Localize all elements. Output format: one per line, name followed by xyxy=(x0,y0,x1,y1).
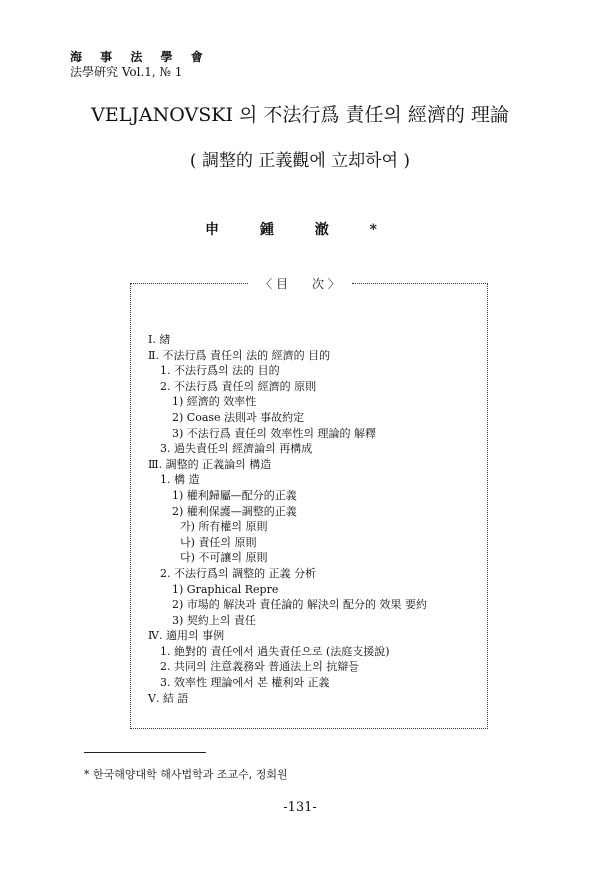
toc-item: 2) 市場的 解決과 責任論的 解決의 配分的 效果 要約 xyxy=(172,598,428,612)
toc-item: 나) 責任의 原則 xyxy=(180,535,257,549)
toc-item: 2) 權利保護—調整的正義 xyxy=(172,504,297,518)
toc-item: Ⅳ. 適用의 事例 xyxy=(148,629,225,643)
toc-item: 2. 共同의 注意義務와 普通法上의 抗辯들 xyxy=(160,660,359,674)
toc-item: 1) 經濟的 效率性 xyxy=(172,395,257,409)
paper-subtitle: ( 調整的 正義觀에 立却하여 ) xyxy=(189,151,411,171)
footnote-divider xyxy=(84,752,206,753)
toc-item: Ⅲ. 調整的 正義論의 構造 xyxy=(148,457,272,471)
toc-item: Ⅴ. 結 語 xyxy=(148,691,189,705)
journal-header xyxy=(70,50,210,80)
author-name: 申 鍾 澈 * xyxy=(205,222,395,238)
toc-item: 1. 構 造 xyxy=(160,473,200,487)
toc-item: 1. 不法行爲의 法的 目的 xyxy=(160,364,280,378)
toc-item: 2. 不法行爲의 調整的 正義 分析 xyxy=(160,566,317,580)
toc-frame-top-left xyxy=(130,283,248,284)
page-number: -131- xyxy=(283,800,317,815)
journal-name: 海 事 法 學 會 xyxy=(70,50,210,64)
toc-item: 3. 效率性 理論에서 본 權利와 正義 xyxy=(160,676,330,690)
footnote: * 한국해양대학 해사법학과 조교수, 정회원 xyxy=(84,768,288,781)
toc-item: 2) Coase 法則과 事故約定 xyxy=(172,410,305,424)
toc-item: 3) 不法行爲 責任의 效率性의 理論的 解釋 xyxy=(172,426,377,440)
toc-item: 다) 不可讓의 原則 xyxy=(180,551,268,565)
toc-item: 1) Graphical Repre xyxy=(172,582,279,596)
toc-item: 2. 不法行爲 責任의 經濟的 原則 xyxy=(160,379,317,393)
toc-item: Ⅱ. 不法行爲 責任의 法的 經濟的 目的 xyxy=(148,348,331,362)
toc-item: 3. 過失責任의 經濟論의 再構成 xyxy=(160,442,313,456)
toc-item: Ⅰ. 緖 xyxy=(148,333,171,346)
toc-item: 1. 絶對的 責任에서 過失責任으로 (法庭支援說) xyxy=(160,644,390,658)
toc-item: 1) 權利歸屬—配分的正義 xyxy=(172,488,297,502)
paper-title: VELJANOVSKI 의 不法行爲 責任의 經濟的 理論 xyxy=(91,104,509,126)
toc-item: 가) 所有權의 原則 xyxy=(180,520,268,534)
journal-issue: 法學硏究 Vol.1, № 1 xyxy=(70,65,183,79)
toc-frame-top-right xyxy=(352,283,486,284)
table-of-contents xyxy=(148,332,427,706)
toc-item: 3) 契約上의 責任 xyxy=(172,613,256,627)
toc-heading: 〈 目 次 〉 xyxy=(250,275,350,292)
